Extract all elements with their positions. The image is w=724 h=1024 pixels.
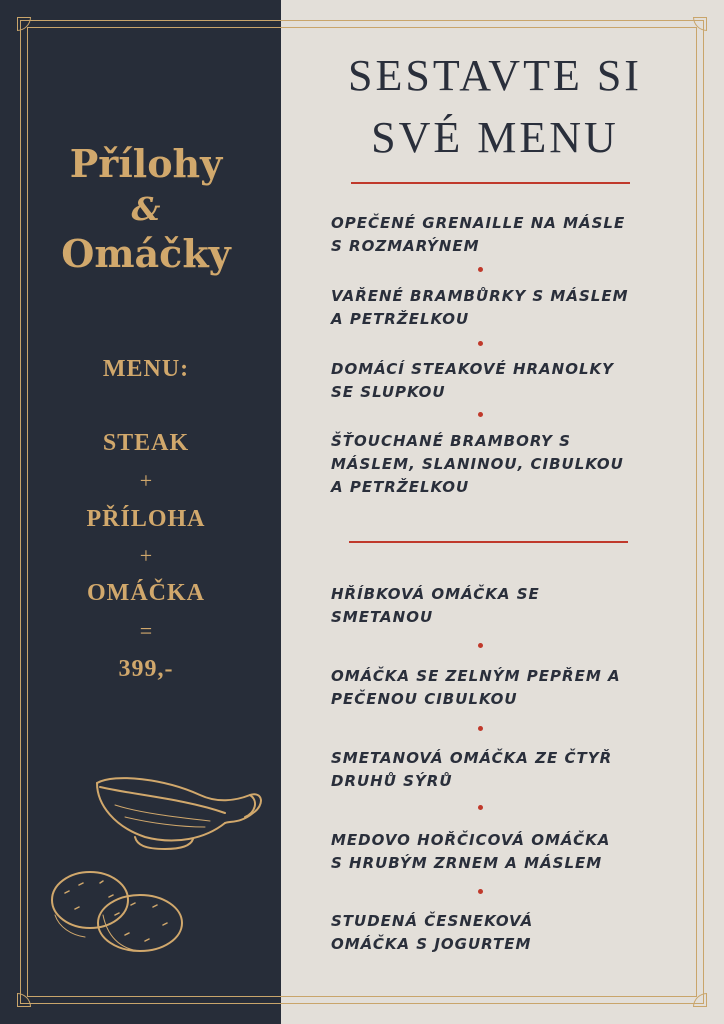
side-item: VAŘENÉ BRAMBŮRKY S MÁSLEM A PETRŽELKOU [331, 287, 629, 328]
formula-plus: + [139, 543, 153, 568]
divider-line [349, 541, 628, 543]
section-title-omacky: Omáčky [61, 231, 231, 276]
gravy-boat-and-potatoes-icon [45, 765, 265, 965]
separator-dot [478, 805, 483, 810]
formula-steak: STEAK [102, 430, 190, 456]
divider-line [351, 182, 630, 184]
separator-dot [478, 726, 483, 731]
side-item: DOMÁCÍ STEAKOVÉ HRANOLKY SE SLUPKOU [331, 360, 614, 401]
separator-dot [478, 412, 483, 417]
price: 399,- [118, 656, 174, 682]
page-heading-line2: SVÉ MENU [371, 113, 619, 162]
page-heading-line1: SESTAVTE SI [348, 51, 642, 100]
side-item: ŠŤOUCHANÉ BRAMBORY S MÁSLEM, SLANINOU, CIBULKOU A PETRŽELKOU [331, 432, 624, 496]
sauce-item: HŘÍBKOVÁ OMÁČKA SE SMETANOU [331, 585, 540, 626]
separator-dot [478, 889, 483, 894]
sauce-item: SMETANOVÁ OMÁČKA ZE ČTYŘ DRUHŮ SÝRŮ [331, 749, 613, 790]
separator-dot [478, 643, 483, 648]
sauce-item: OMÁČKA SE ZELNÝM PEPŘEM A PEČENOU CIBULKOU [331, 667, 621, 708]
separator-dot [478, 267, 483, 272]
side-item: OPEČENÉ GRENAILLE NA MÁSLE S ROZMARÝNEM [331, 214, 626, 255]
sauce-item: MEDOVO HOŘČICOVÁ OMÁČKA S HRUBÝM ZRNEM A MÁSLEM [331, 831, 611, 872]
formula-plus: + [139, 468, 153, 493]
separator-dot [478, 341, 483, 346]
formula-priloha: PŘÍLOHA [86, 506, 206, 532]
ampersand: & [131, 190, 161, 228]
formula-equals: = [139, 618, 153, 643]
menu-label: MENU: [102, 356, 190, 382]
formula-omacka: OMÁČKA [87, 580, 205, 606]
sauce-item: STUDENÁ ČESNEKOVÁ OMÁČKA S JOGURTEM [331, 912, 534, 953]
section-title-prilohy: Přílohy [69, 141, 223, 186]
